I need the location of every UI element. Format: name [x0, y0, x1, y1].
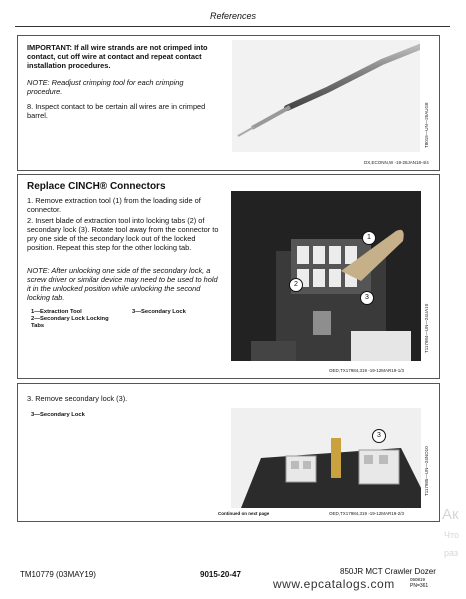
- photo-id-1: T8015—UN—25AUG8: [424, 102, 429, 148]
- footer-date: 050819: [410, 577, 426, 582]
- photo-caption-2: OED,TX17984,319 -19-12MAR19-1/3: [329, 368, 405, 373]
- panel-remove-lock: [17, 383, 440, 522]
- footer-machine: 850JR MCT Crawler Dozer: [340, 567, 436, 576]
- step-2: 2. Insert blade of extraction tool into locking tabs (2) of secondary lock (3). Rotate tool away from the connector to pry one side of the secondary lock out of the locked position. Repeat this step for the other locking tab.: [27, 216, 219, 252]
- crimp-note: NOTE: Readjust crimping tool for each crimping procedure.: [27, 78, 184, 96]
- crimped-contact-photo: [232, 40, 420, 152]
- callout-1: 1: [362, 231, 376, 245]
- photo-caption-3: OED,TX17984,319 -19-12MAR19-2/3: [329, 511, 405, 516]
- continued-note: Continued on next page: [218, 511, 270, 516]
- watermark-line-2: Что: [444, 530, 460, 540]
- photo-id-2: T117984—UN—24UA10: [424, 303, 429, 353]
- step-1: 1. Remove extraction tool (1) from the loading side of connector.: [27, 196, 201, 214]
- legend-item-1: 1—Extraction Tool: [31, 309, 82, 315]
- header-rule: [15, 26, 450, 27]
- watermark-line-1: Ак: [442, 506, 459, 523]
- legend-item-2: 2—Secondary Lock Locking Tabs: [31, 316, 109, 329]
- site-watermark: www.epcatalogs.com: [273, 577, 395, 591]
- photo-caption-1: DX,ECONN,W -19-28JAN18-4/4: [364, 160, 429, 165]
- connector-photo: [231, 191, 421, 361]
- panel-crimp-inspection: [17, 35, 440, 171]
- callout-3b: 3: [372, 429, 386, 443]
- section-title: Replace CINCH® Connectors: [27, 181, 166, 192]
- watermark-line-3: раз: [444, 548, 459, 558]
- important-notice: IMPORTANT: If all wire strands are not crimped into contact, cut off wire at contact and repeat contact installation procedures.: [27, 43, 208, 70]
- header-title: References: [209, 11, 257, 21]
- legend-item-lock: 3—Secondary Lock: [31, 412, 85, 418]
- footer-page-number: 9015-20-47: [200, 570, 241, 579]
- legend-item-3: 3—Secondary Lock: [132, 309, 186, 315]
- crimped-wire-image: [232, 40, 420, 152]
- callout-3: 3: [360, 291, 374, 305]
- photo-id-3: T117985—UN—24NO10: [424, 446, 429, 496]
- footer-pn: PN=361: [410, 583, 429, 589]
- secondary-lock-photo: [231, 408, 421, 508]
- step-8: 8. Inspect contact to be certain all wires are in crimped barrel.: [27, 102, 206, 120]
- callout-2: 2: [289, 278, 303, 292]
- unlock-note: NOTE: After unlocking one side of the secondary lock, a screw driver or similar device may need to be used to hold it in the unlocked position while unlocking the second locking tab.: [27, 266, 218, 302]
- step-3: 3. Remove secondary lock (3).: [27, 394, 128, 403]
- panel-replace-cinch: [17, 174, 440, 379]
- connector-image: [231, 191, 421, 361]
- footer-doc-id: TM10779 (03MAY19): [20, 570, 96, 579]
- secondary-lock-image: [231, 408, 421, 508]
